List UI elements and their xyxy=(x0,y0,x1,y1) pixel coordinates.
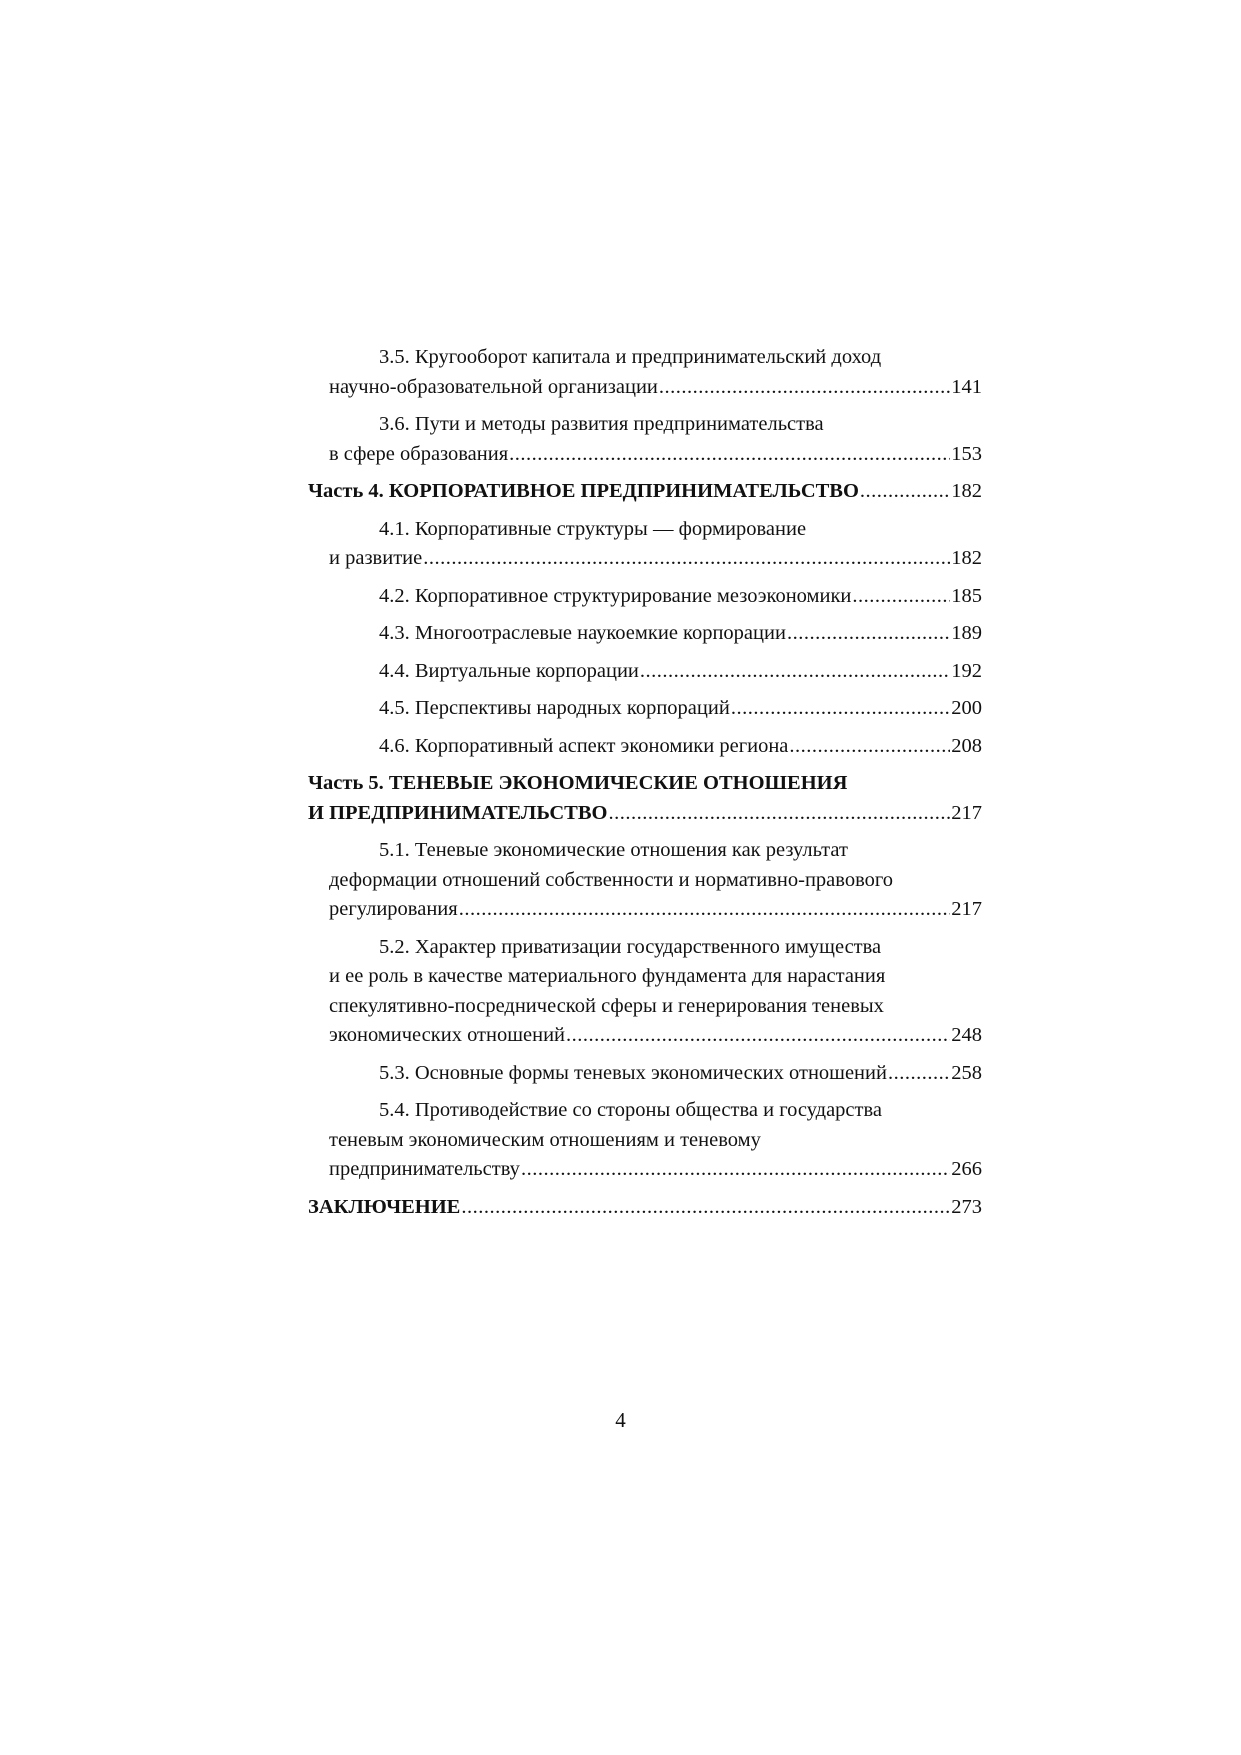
toc-entry-last-line xyxy=(308,440,982,470)
toc-entry-page: 248 xyxy=(951,1024,982,1046)
toc-entry-title: регулирования xyxy=(329,898,458,920)
dot-leader xyxy=(509,440,950,470)
toc-entry-page: 141 xyxy=(951,375,982,398)
toc-entry-page: 153 xyxy=(951,442,982,465)
toc-entry-title: 5.4. Противодействие со стороны общества и государства xyxy=(379,1099,883,1121)
toc-entry-title: 4.6. Корпоративный аспект экономики региона xyxy=(379,734,789,757)
toc-entry-title: научно-образовательной организации xyxy=(329,375,658,398)
toc-entry-page: 185 xyxy=(951,584,982,607)
toc-entry-title: 3.6. Пути и методы развития предпринимательства xyxy=(379,413,824,435)
toc-entry-last-line xyxy=(308,373,982,403)
toc-entry-part-4 xyxy=(308,477,982,507)
toc-entry-title: в сфере образования xyxy=(329,442,509,465)
toc-entry-page: 266 xyxy=(951,1158,982,1180)
toc-entry-last-line xyxy=(308,477,982,507)
toc-entry-4-6 xyxy=(308,732,982,762)
dot-leader xyxy=(888,1059,950,1089)
toc-entry-page: 258 xyxy=(951,1061,982,1084)
toc-entry-page: 182 xyxy=(951,480,982,502)
toc-entry-conclusion xyxy=(308,1193,982,1223)
toc-entry-5-2 xyxy=(308,933,982,1051)
toc-entry-title: ЗАКЛЮЧЕНИЕ xyxy=(308,1195,461,1218)
dot-leader xyxy=(731,694,950,724)
toc-entry-page: 217 xyxy=(951,801,982,824)
toc-entry-5-1 xyxy=(308,836,982,925)
toc-entry-last-line xyxy=(308,895,982,925)
toc-entry-title: и ее роль в качестве материального фундамента для нарастания xyxy=(329,965,886,987)
toc-entry-page: 192 xyxy=(951,659,982,682)
toc-entry-title: 3.5. Кругооборот капитала и предпринимательский доход xyxy=(379,346,882,368)
toc-entry-last-line xyxy=(308,544,982,574)
toc-entry-page: 200 xyxy=(951,697,982,719)
dot-leader xyxy=(852,582,950,612)
toc-entry-5-3 xyxy=(308,1059,982,1089)
toc-entry-last-line xyxy=(308,619,982,649)
dot-leader xyxy=(787,619,950,649)
dot-leader xyxy=(860,477,950,507)
dot-leader xyxy=(461,1193,950,1223)
toc-entry-last-line xyxy=(308,657,982,687)
toc-entry-title: 5.2. Характер приватизации государственного имущества xyxy=(379,935,882,958)
toc-entry-page: 182 xyxy=(951,547,982,569)
toc-entry-title: 4.5. Перспективы народных корпораций xyxy=(379,697,730,719)
dot-leader xyxy=(521,1155,950,1185)
toc-entry-last-line xyxy=(308,582,982,612)
toc-entry-last-line xyxy=(308,694,982,724)
toc-entry-title: Часть 5. ТЕНЕВЫЕ ЭКОНОМИЧЕСКИЕ ОТНОШЕНИЯ xyxy=(308,772,848,794)
toc-entry-title: предпринимательству xyxy=(329,1158,520,1180)
toc-entry-page: 208 xyxy=(951,734,982,757)
toc-entry-title: 5.1. Теневые экономические отношения как результат xyxy=(379,839,848,861)
dot-leader xyxy=(640,657,950,687)
toc-entry-last-line xyxy=(308,1021,982,1051)
toc-entry-last-line xyxy=(308,1059,982,1089)
toc-entry-4-1 xyxy=(308,515,982,574)
toc-entry-4-4 xyxy=(308,657,982,687)
toc-entry-title: экономических отношений xyxy=(329,1024,566,1046)
dot-leader xyxy=(659,373,950,403)
toc-entry-title: Часть 4. КОРПОРАТИВНОЕ ПРЕДПРИНИМАТЕЛЬСТВО xyxy=(308,480,859,502)
toc-entry-last-line xyxy=(308,1155,982,1185)
dot-leader xyxy=(459,895,951,925)
toc-entry-title: спекулятивно-посреднической сферы и генерирования теневых xyxy=(329,994,884,1017)
toc-entry-title: 4.3. Многоотраслевые наукоемкие корпорации xyxy=(379,622,786,644)
toc-entry-4-3 xyxy=(308,619,982,649)
toc-entry-title: и развитие xyxy=(329,547,423,569)
toc-entry-3-5 xyxy=(308,343,982,402)
table-of-contents xyxy=(308,343,982,1230)
toc-entry-title: теневым экономическим отношениям и теневому xyxy=(329,1128,761,1151)
toc-entry-last-line xyxy=(308,1193,982,1223)
toc-entry-4-5 xyxy=(308,694,982,724)
toc-entry-title: 4.2. Корпоративное структурирование мезоэкономики xyxy=(379,584,852,607)
dot-leader xyxy=(608,799,950,829)
toc-entry-page: 273 xyxy=(951,1195,982,1218)
toc-entry-last-line xyxy=(308,799,982,829)
toc-entry-3-6 xyxy=(308,410,982,469)
page-number: 4 xyxy=(615,1408,626,1432)
toc-entry-title: И ПРЕДПРИНИМАТЕЛЬСТВО xyxy=(308,801,608,824)
toc-entry-title: 5.3. Основные формы теневых экономических отношений xyxy=(379,1061,887,1084)
toc-entry-part-5 xyxy=(308,769,982,828)
dot-leader xyxy=(423,544,950,574)
toc-entry-page: 217 xyxy=(951,898,982,920)
toc-entry-last-line xyxy=(308,732,982,762)
toc-entry-title: 4.1. Корпоративные структуры — формирование xyxy=(379,517,807,540)
toc-entry-4-2 xyxy=(308,582,982,612)
toc-entry-title: деформации отношений собственности и нормативно-правового xyxy=(329,868,894,891)
dot-leader xyxy=(789,732,950,762)
dot-leader xyxy=(566,1021,950,1051)
toc-entry-page: 189 xyxy=(951,622,982,644)
toc-entry-5-4 xyxy=(308,1096,982,1185)
toc-entry-title: 4.4. Виртуальные корпорации xyxy=(379,659,639,682)
